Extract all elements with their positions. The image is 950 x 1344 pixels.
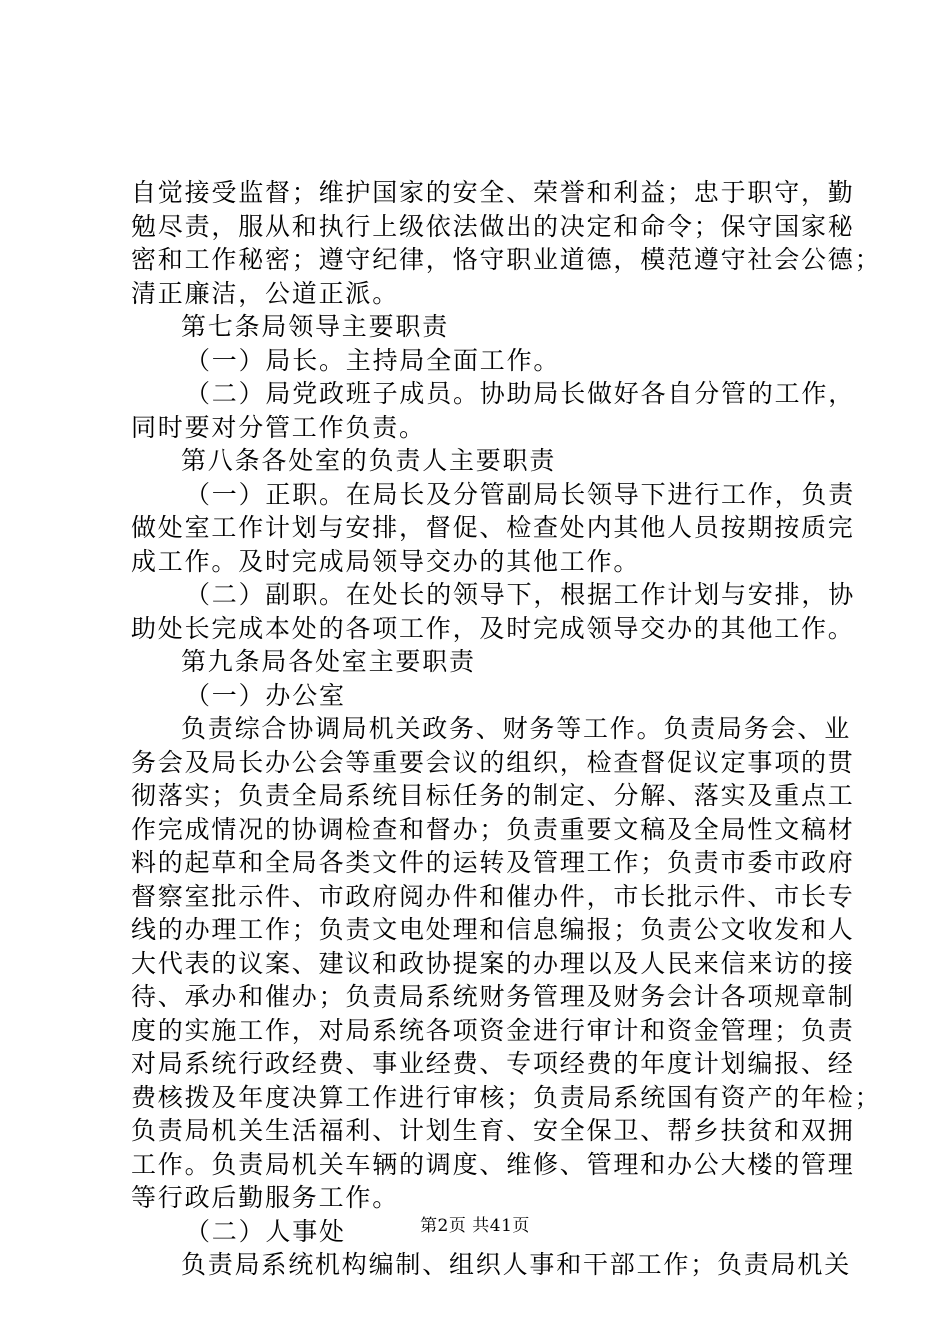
document-body [131, 176, 882, 1282]
text-line: 作完成情况的协调检查和督办；负责重要文稿及全局性文稿材 [131, 814, 855, 844]
text-line: （一）办公室 [185, 680, 346, 710]
text-line: 工作。负责局机关车辆的调度、维修、管理和办公大楼的管理 [131, 1149, 855, 1179]
text-line: 成工作。及时完成局领导交办的其他工作。 [131, 546, 641, 576]
text-line: 待、承办和催办；负责局系统财务管理及财务会计各项规章制 [131, 982, 855, 1011]
text-line: 大代表的议案、建议和政协提案的办理以及人民来信来访的接 [131, 948, 855, 978]
text-line: 助处长完成本处的各项工作，及时完成领导交办的其他工作。 [131, 613, 855, 643]
text-line: 料的起草和全局各类文件的运转及管理工作；负责市委市政府 [131, 848, 855, 877]
text-line: 负责综合协调局机关政务、财务等工作。负责局务会、业 [181, 714, 852, 743]
text-line: 第八条各处室的负责人主要职责 [181, 446, 557, 475]
text-line: 费核拨及年度决算工作进行审核；负责局系统国有资产的年检； [131, 1082, 882, 1112]
page-footer: 第2页 共41页 [420, 1216, 530, 1236]
text-line: 督察室批示件、市政府阅办件和催办件，市长批示件、市长专 [131, 881, 855, 911]
text-line: （一）正职。在局长及分管副局长领导下进行工作，负责 [185, 479, 856, 509]
text-line: 第七条局领导主要职责 [181, 312, 450, 341]
text-line: （二）人事处 [185, 1216, 346, 1246]
text-line: 负责局机关生活福利、计划生育、安全保卫、帮乡扶贫和双拥 [131, 1116, 855, 1145]
text-line: 密和工作秘密；遵守纪律，恪守职业道德，模范遵守社会公德； [131, 245, 882, 274]
text-line: 度的实施工作，对局系统各项资金进行审计和资金管理；负责 [131, 1015, 855, 1045]
text-line: 负责局系统机构编制、组织人事和干部工作；负责局机关 [181, 1250, 852, 1279]
text-line: 线的办理工作；负责文电处理和信息编报；负责公文收发和人 [131, 915, 855, 944]
text-line: 务会及局长办公会等重要会议的组织，检查督促议定事项的贯 [131, 747, 855, 777]
text-line: 同时要对分管工作负责。 [131, 412, 426, 442]
text-line: 勉尽责，服从和执行上级依法做出的决定和命令；保守国家秘 [131, 211, 855, 241]
text-line: 自觉接受监督；维护国家的安全、荣誉和利益；忠于职守，勤 [131, 178, 855, 207]
text-line: 第九条局各处室主要职责 [181, 647, 476, 676]
text-line: （二）局党政班子成员。协助局长做好各自分管的工作， [185, 379, 856, 408]
text-line: 对局系统行政经费、事业经费、专项经费的年度计划编报、经 [131, 1049, 855, 1078]
text-line: 等行政后勤服务工作。 [131, 1183, 400, 1212]
text-line: 彻落实；负责全局系统目标任务的制定、分解、落实及重点工 [131, 781, 855, 810]
text-line: 清正廉洁，公道正派。 [131, 278, 400, 308]
text-line: （二）副职。在处长的领导下，根据工作计划与安排，协 [185, 580, 856, 609]
text-line: （一）局长。主持局全面工作。 [185, 345, 561, 375]
text-line: 做处室工作计划与安排，督促、检查处内其他人员按期按质完 [131, 513, 855, 542]
